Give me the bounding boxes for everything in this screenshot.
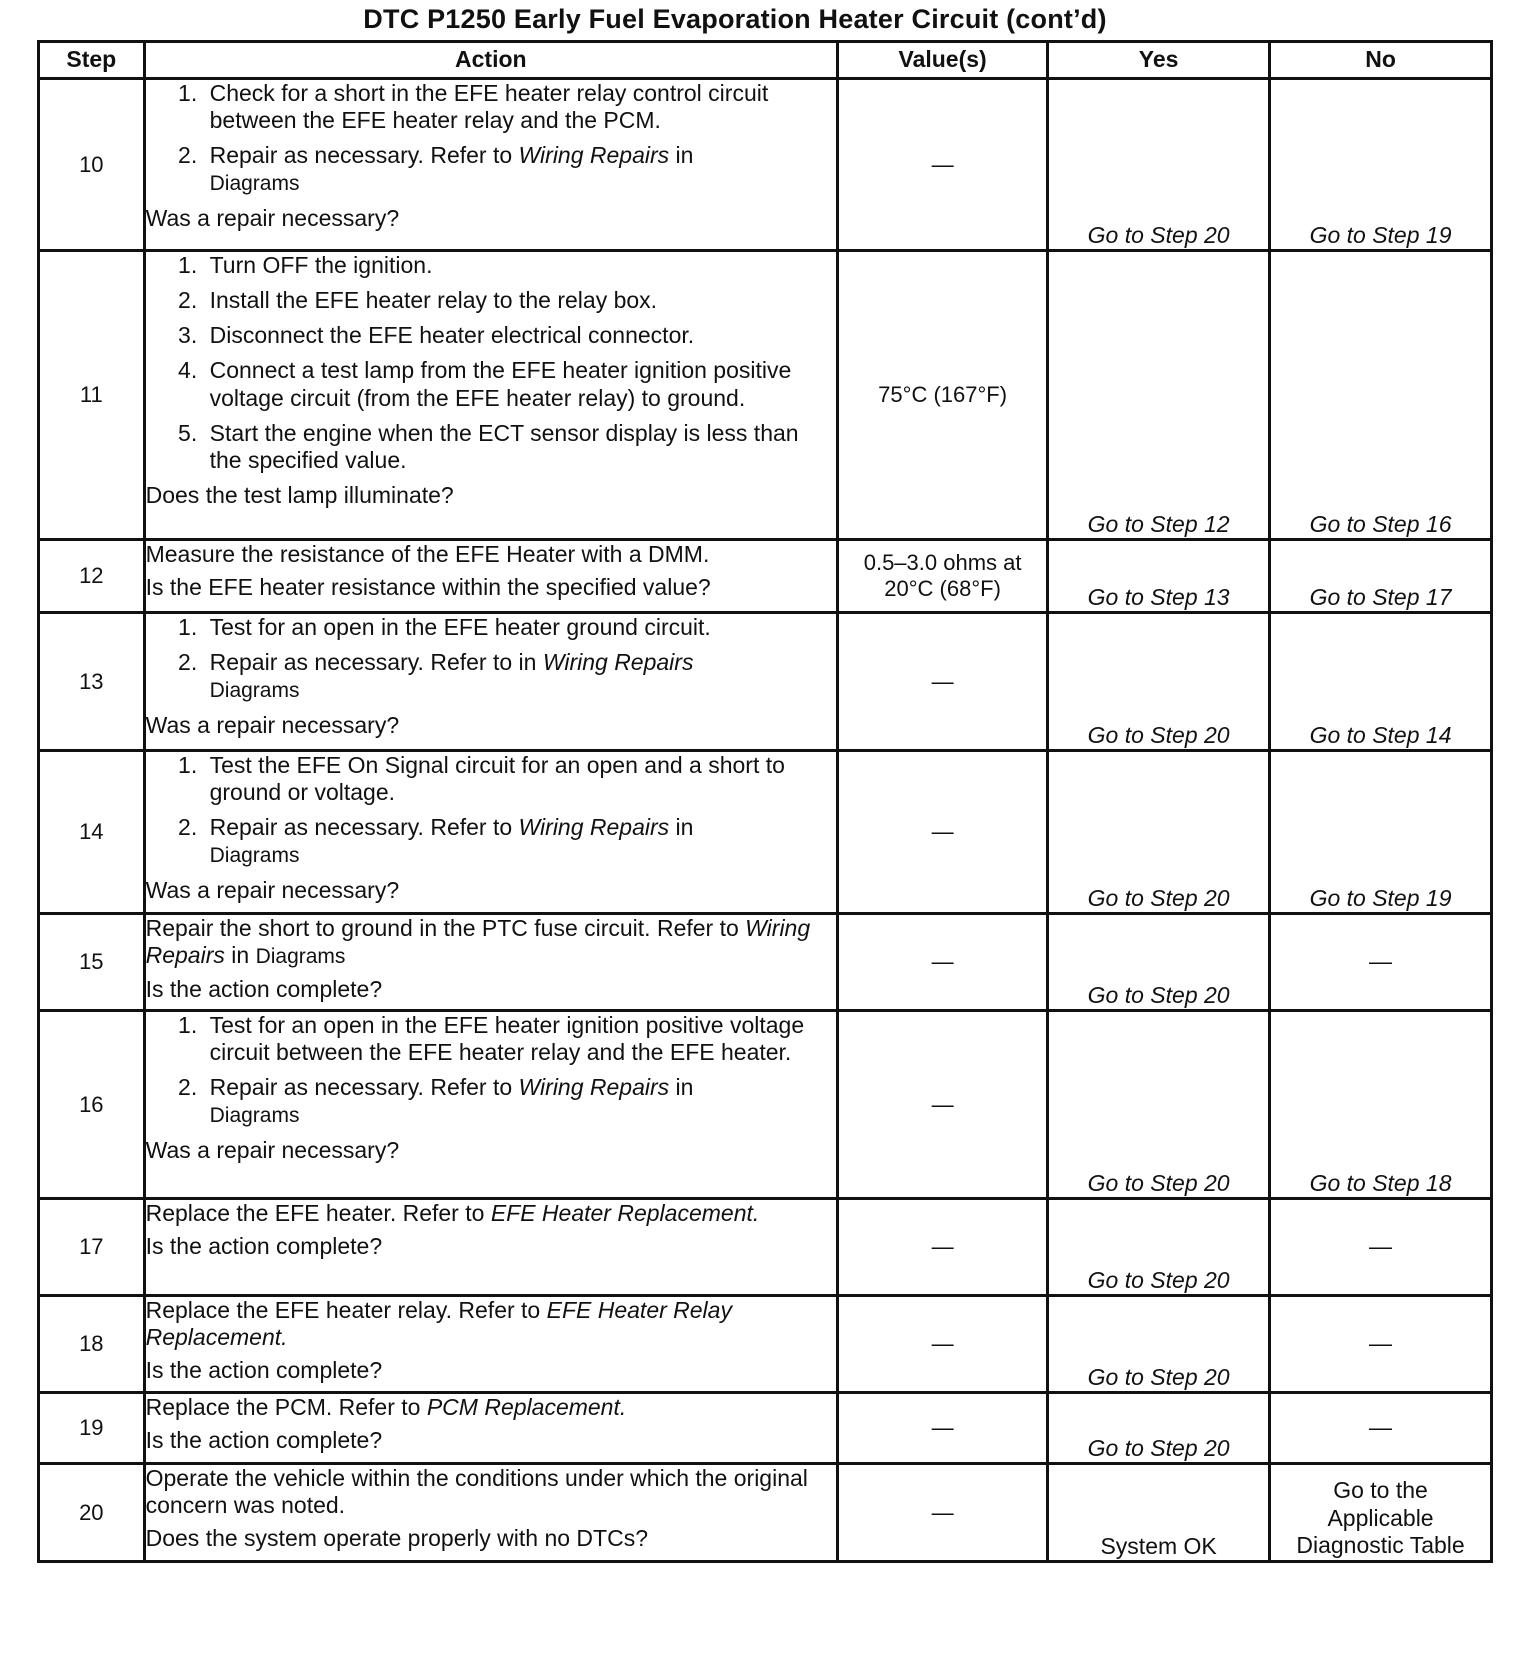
table-row: [39, 1393, 1492, 1464]
step-number: 16: [39, 1011, 145, 1199]
table-row: [39, 79, 1492, 251]
action-item: 1. Test the EFE On Signal circuit for an open and a short to ground or voltage.: [204, 752, 836, 806]
goto-step-link[interactable]: Go to Step 14: [1309, 721, 1452, 748]
action-cell: [144, 1011, 837, 1199]
no-cell: [1270, 251, 1492, 540]
goto-diagnostic-table-link[interactable]: Go to the Applicable Diagnostic Table: [1296, 1477, 1465, 1559]
action-item: 2. Repair as necessary. Refer to Wiring Repairs in Diagrams: [204, 1074, 836, 1129]
action-item: 1. Test for an open in the EFE heater ground circuit.: [204, 614, 836, 641]
action-cell: [144, 1199, 837, 1296]
action-list: [146, 752, 836, 869]
value-cell: —: [838, 1199, 1048, 1296]
value-cell: —: [838, 79, 1048, 251]
action-item: 1. Check for a short in the EFE heater relay control circuit between the EFE heater relay and the PCM.: [204, 80, 836, 134]
value-cell: —: [838, 1011, 1048, 1199]
step-number: 10: [39, 79, 145, 251]
yes-cell: [1048, 1393, 1270, 1464]
goto-step-link[interactable]: Go to Step 19: [1309, 884, 1452, 911]
action-item: 5. Start the engine when the ECT sensor display is less than the specified value.: [204, 420, 836, 474]
no-cell: —: [1270, 1199, 1492, 1296]
action-cell: [144, 79, 837, 251]
table-row: [39, 751, 1492, 914]
action-text: Replace the EFE heater relay. Refer to EFE Heater Relay Replacement.: [145, 1297, 732, 1351]
table-row: [39, 251, 1492, 540]
action-text: Replace the EFE heater. Refer to EFE Heater Replacement.: [145, 1200, 760, 1226]
value-cell: —: [838, 751, 1048, 914]
column-header-yes: Yes: [1048, 42, 1270, 79]
action-question: Was a repair necessary?: [145, 712, 400, 739]
action-cell: [144, 751, 837, 914]
table-row: [39, 613, 1492, 751]
yes-cell: [1048, 540, 1270, 613]
goto-step-link[interactable]: Go to Step 19: [1309, 221, 1452, 248]
action-item: 2. Repair as necessary. Refer to in Wiring Repairs Diagrams: [204, 649, 836, 704]
action-cell: [144, 1296, 837, 1393]
action-question: Is the action complete?: [145, 1357, 383, 1384]
yes-cell: [1048, 751, 1270, 914]
no-cell: —: [1270, 1393, 1492, 1464]
no-cell: [1270, 751, 1492, 914]
action-item: 2. Repair as necessary. Refer to Wiring Repairs in Diagrams: [204, 814, 836, 869]
action-text: Operate the vehicle within the conditions under which the original concern was noted.: [145, 1465, 808, 1519]
step-number: 14: [39, 751, 145, 914]
yes-cell: [1048, 79, 1270, 251]
action-item: 2. Repair as necessary. Refer to Wiring Repairs in Diagrams: [204, 142, 836, 197]
action-cell: [144, 613, 837, 751]
table-row: [39, 914, 1492, 1011]
action-text: Measure the resistance of the EFE Heater with a DMM.: [145, 541, 710, 567]
action-item: 2. Install the EFE heater relay to the relay box.: [204, 287, 836, 314]
column-header-action: Action: [144, 42, 837, 79]
yes-cell: [1048, 914, 1270, 1011]
step-number: 15: [39, 914, 145, 1011]
action-question: Is the action complete?: [145, 1427, 383, 1454]
action-cell: [144, 1393, 837, 1464]
goto-step-link[interactable]: Go to Step 20: [1087, 884, 1230, 911]
goto-step-link[interactable]: Go to Step 20: [1087, 981, 1230, 1008]
value-cell: —: [838, 914, 1048, 1011]
table-row: [39, 1199, 1492, 1296]
goto-step-link[interactable]: Go to Step 12: [1087, 510, 1230, 537]
action-text: Repair the short to ground in the PTC fuse circuit. Refer to Wiring Repairs in Diagrams: [145, 915, 811, 969]
action-question: Does the test lamp illuminate?: [145, 481, 454, 508]
action-question: Is the EFE heater resistance within the specified value?: [145, 574, 711, 601]
step-number: 19: [39, 1393, 145, 1464]
step-number: 13: [39, 613, 145, 751]
step-number: 18: [39, 1296, 145, 1393]
goto-step-link[interactable]: Go to Step 20: [1087, 721, 1230, 748]
action-text: Replace the PCM. Refer to PCM Replacement.: [145, 1394, 627, 1420]
table-row: [39, 1296, 1492, 1393]
value-cell: 75°C (167°F): [838, 251, 1048, 540]
yes-cell: [1048, 1296, 1270, 1393]
no-cell: —: [1270, 1296, 1492, 1393]
action-cell: [144, 540, 837, 613]
no-cell: [1270, 1464, 1492, 1562]
no-cell: [1270, 540, 1492, 613]
goto-step-link[interactable]: Go to Step 20: [1087, 1266, 1230, 1293]
yes-cell: [1048, 613, 1270, 751]
action-question: Was a repair necessary?: [145, 1137, 400, 1164]
table-row: [39, 1464, 1492, 1562]
goto-step-link[interactable]: Go to Step 18: [1309, 1169, 1452, 1196]
action-cell: [144, 914, 837, 1011]
yes-cell: [1048, 1464, 1270, 1562]
value-cell: 0.5–3.0 ohms at 20°C (68°F): [838, 540, 1048, 613]
goto-step-link[interactable]: Go to Step 20: [1087, 1169, 1230, 1196]
page-title: DTC P1250 Early Fuel Evaporation Heater Circuit (cont’d): [363, 4, 1107, 34]
table-header-row: [39, 42, 1492, 79]
step-number: 20: [39, 1464, 145, 1562]
goto-step-link[interactable]: Go to Step 16: [1309, 510, 1452, 537]
system-ok-text: System OK: [1100, 1532, 1217, 1559]
column-header-values: Value(s): [838, 42, 1048, 79]
no-cell: [1270, 613, 1492, 751]
action-item: 4. Connect a test lamp from the EFE heater ignition positive voltage circuit (from the EFE heater relay) to ground.: [204, 357, 836, 411]
goto-step-link[interactable]: Go to Step 20: [1087, 221, 1230, 248]
goto-step-link[interactable]: Go to Step 17: [1309, 583, 1452, 610]
table-row: [39, 540, 1492, 613]
yes-cell: [1048, 1199, 1270, 1296]
step-number: 11: [39, 251, 145, 540]
action-question: Was a repair necessary?: [145, 205, 400, 232]
action-question: Is the action complete?: [145, 975, 383, 1002]
yes-cell: [1048, 1011, 1270, 1199]
no-cell: [1270, 1011, 1492, 1199]
action-item: 3. Disconnect the EFE heater electrical connector.: [204, 322, 836, 349]
action-cell: [144, 1464, 837, 1562]
action-item: 1. Test for an open in the EFE heater ignition positive voltage circuit between the EFE heater relay and the EFE heater.: [204, 1012, 836, 1066]
value-cell: —: [838, 1296, 1048, 1393]
action-item: 1. Turn OFF the ignition.: [204, 252, 836, 279]
diagnostic-table: [37, 40, 1493, 1563]
action-list: [146, 1012, 836, 1129]
table-row: [39, 1011, 1492, 1199]
value-cell: —: [838, 1393, 1048, 1464]
step-number: 17: [39, 1199, 145, 1296]
action-list: [146, 614, 836, 704]
value-cell: —: [838, 1464, 1048, 1562]
goto-step-link[interactable]: Go to Step 13: [1087, 583, 1230, 610]
action-question: Does the system operate properly with no DTCs?: [145, 1525, 648, 1552]
yes-cell: [1048, 251, 1270, 540]
action-list: [146, 80, 836, 197]
no-cell: [1270, 79, 1492, 251]
goto-step-link[interactable]: Go to Step 20: [1087, 1434, 1230, 1461]
value-cell: —: [838, 613, 1048, 751]
action-question: Is the action complete?: [145, 1233, 383, 1260]
action-question: Was a repair necessary?: [145, 877, 400, 904]
column-header-step: Step: [39, 42, 145, 79]
action-list: [146, 252, 836, 474]
action-cell: [144, 251, 837, 540]
step-number: 12: [39, 540, 145, 613]
no-cell: —: [1270, 914, 1492, 1011]
column-header-no: No: [1270, 42, 1492, 79]
goto-step-link[interactable]: Go to Step 20: [1087, 1363, 1230, 1390]
